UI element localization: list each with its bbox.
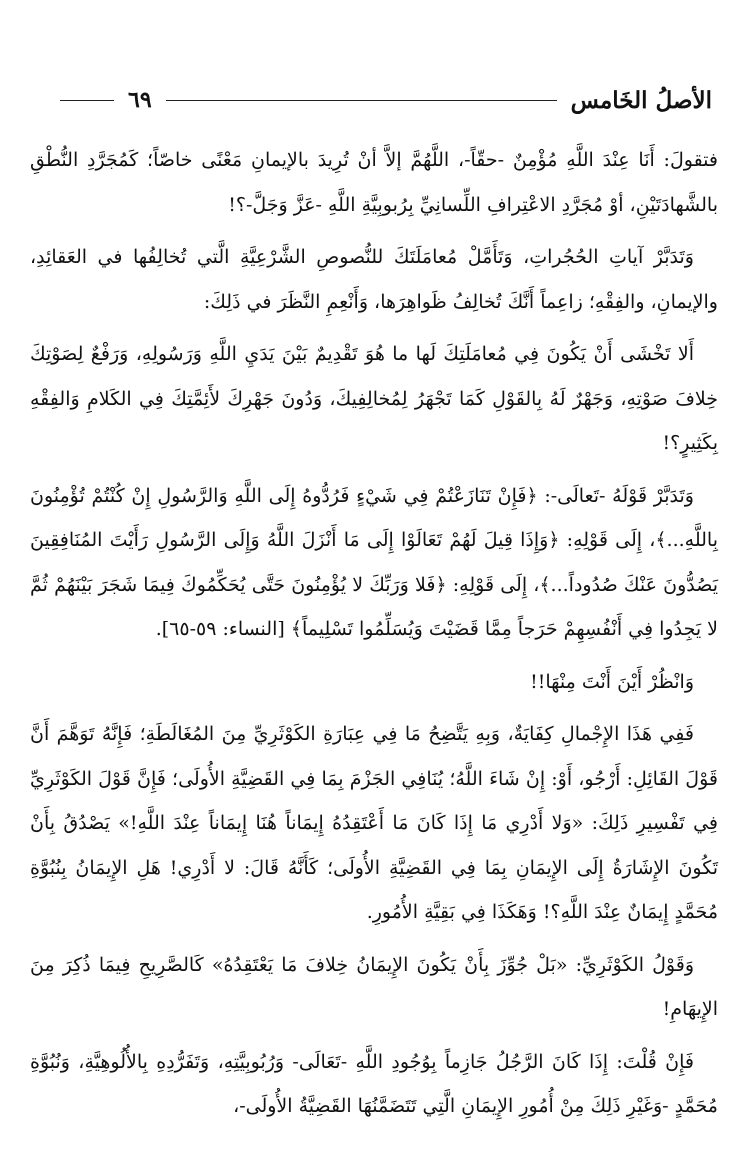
- chapter-title: الأصلُ الخَامس: [570, 86, 712, 114]
- paragraph: وَتَدَبَّرْ قَوْلَهُ -تَعالَى-: ﴿فَإِنْ تَنَازَعْتُمْ فِي شَيْءٍ فَرُدُّوهُ إِلَى اللَّهِ وَالرَّسُولِ إِنْ كُنْتُمْ تُؤْمِنُونَ بِاللَّهِ...﴾، إِلَى قَوْلِهِ: ﴿وَإِذَا قِيلَ لَهُمْ تَعَالَوْا إِلَى مَا أَنْزَلَ اللَّهُ وَإِلَى الرَّسُولِ رَأَيْتَ المُنَافِقِينَ يَصُدُّونَ عَنْكَ صُدُوداً...﴾، إِلَى قَوْلِهِ: ﴿فَلا وَرَبِّكَ لا يُؤْمِنُونَ حَتَّى يُحَكِّمُوكَ فِيمَا شَجَرَ بَيْنَهُمْ ثُمَّ لا يَجِدُوا فِي أَنْفُسِهِمْ حَرَجاً مِمَّا قَضَيْتَ وَيُسَلِّمُوا تَسْلِيماً﴾ [النساء: ٥٩-٦٥].: [30, 484, 718, 640]
- body-text: [30, 138, 718, 1143]
- paragraph: فَفِي هَذَا الإِجْمالِ كِفَايَةٌ، وَبِهِ يَتَّضِحُ مَا فِي عِبَارَةِ الكَوْثَرِيِّ مِنَ المُغَالَطَةِ؛ فَإِنَّهُ تَوَهَّمَ أَنَّ قَوْلَ القَائِلِ: أَرْجُو، أَوْ: إِنْ شَاءَ اللَّهُ؛ يُنَافِي الجَزْمَ بِمَا فِي القَضِيَّةِ الأُولَى؛ فَإِنَّ قَوْلَ الكَوْثَرِيِّ فِي تَفْسِيرِ ذَلِكَ: «وَلا أَدْرِي مَا إِذَا كَانَ مَا أَعْتَقِدُهُ إِيمَاناً هُنَا إِيمَاناً عِنْدَ اللَّهِ!» يَصْدُقُ بِأَنْ تَكُونَ الإِشَارَةُ إِلَى الإِيمَانِ بِمَا فِي القَضِيَّةِ الأُولَى؛ كَأَنَّهُ قَالَ: لا أَدْرِي! هَلِ الإِيمَانُ بِنُبُوَّةِ مُحَمَّدٍ إِيمَانٌ عِنْدَ اللَّهِ؟! وَهَكَذَا فِي بَقِيَّةِ الأُمُورِ.: [30, 723, 718, 923]
- page-number: ٦٩: [128, 87, 152, 113]
- paragraph: فَإِنْ قُلْتَ: إِذَا كَانَ الرَّجُلُ جَازِماً بِوُجُودِ اللَّهِ -تَعَالَى- وَرُبُوبِيَّتِهِ، وَتَفَرُّدِهِ بِالأُلُوهِيَّةِ، وَنُبُوَّةِ مُحَمَّدٍ -وَغَيْرِ ذَلِكَ مِنْ أُمُورِ الإِيمَانِ الَّتِي تَتَضَمَّنُهَا القَضِيَّةُ الأُولَى-،: [30, 1050, 718, 1117]
- header-rule: [166, 100, 557, 101]
- paragraph: وَقَوْلُ الكَوْثَرِيِّ: «بَلْ جُوِّزَ بِأَنْ يَكُونَ الإِيمَانُ خِلافَ مَا يَعْتَقِدُهُ» كَالصَّرِيحِ فِيمَا ذُكِرَ مِنَ الإِيهَامِ!: [30, 953, 718, 1020]
- header-dash: [60, 100, 114, 101]
- paragraph: وَتَدَبَّرْ آياتِ الحُجُراتِ، وَتَأَمَّلْ مُعامَلَتَكَ للنُّصوصِ الشَّرْعِيَّةِ الَّتي تُخالِفُها في العَقائِدِ، والإيمانِ، والفِقْهِ؛ زاعِماً أَنَّكَ تُخالِفُ ظَواهِرَها، وَأَنْعِمِ النَّظَرَ في ذَلِكَ:: [30, 246, 718, 313]
- paragraph: وَانْظُرْ أَيْنَ أَنْتَ مِنْهَا!!: [530, 670, 694, 693]
- running-header: [60, 80, 712, 120]
- paragraph: أَلا تَخْشَى أَنْ يَكُونَ فِي مُعامَلَتِكَ لَها ما هُوَ تَقْدِيمٌ بَيْنَ يَدَيِ اللَّهِ وَرَسُولِهِ، وَرَفْعٌ لِصَوْتِكَ خِلافَ صَوْتِهِ، وَجَهْرٌ لَهُ بِالقَوْلِ كَمَا تَجْهَرُ لِمُخالِفِيكَ، وَدُونَ جَهْرِكَ لأَئِمَّتِكَ فِي الكَلامِ وَالفِقْهِ بِكَثِيرٍ؟!: [30, 343, 718, 454]
- paragraph: فتقولَ: أَنَا عِنْدَ اللَّهِ مُؤْمِنٌ -حقّاً-، اللَّهُمَّ إلاَّ أنْ تُرِيدَ بالإيمانِ مَعْنًى خاصّاً؛ كَمُجَرَّدِ النُّطْقِ بالشَّهادَتَيْنِ، أوْ مُجَرَّدِ الاعْتِرافِ اللِّسانِيِّ بِرُبوبِيَّةِ اللَّهِ -عَزَّ وَجَلَّ-؟!: [30, 149, 718, 216]
